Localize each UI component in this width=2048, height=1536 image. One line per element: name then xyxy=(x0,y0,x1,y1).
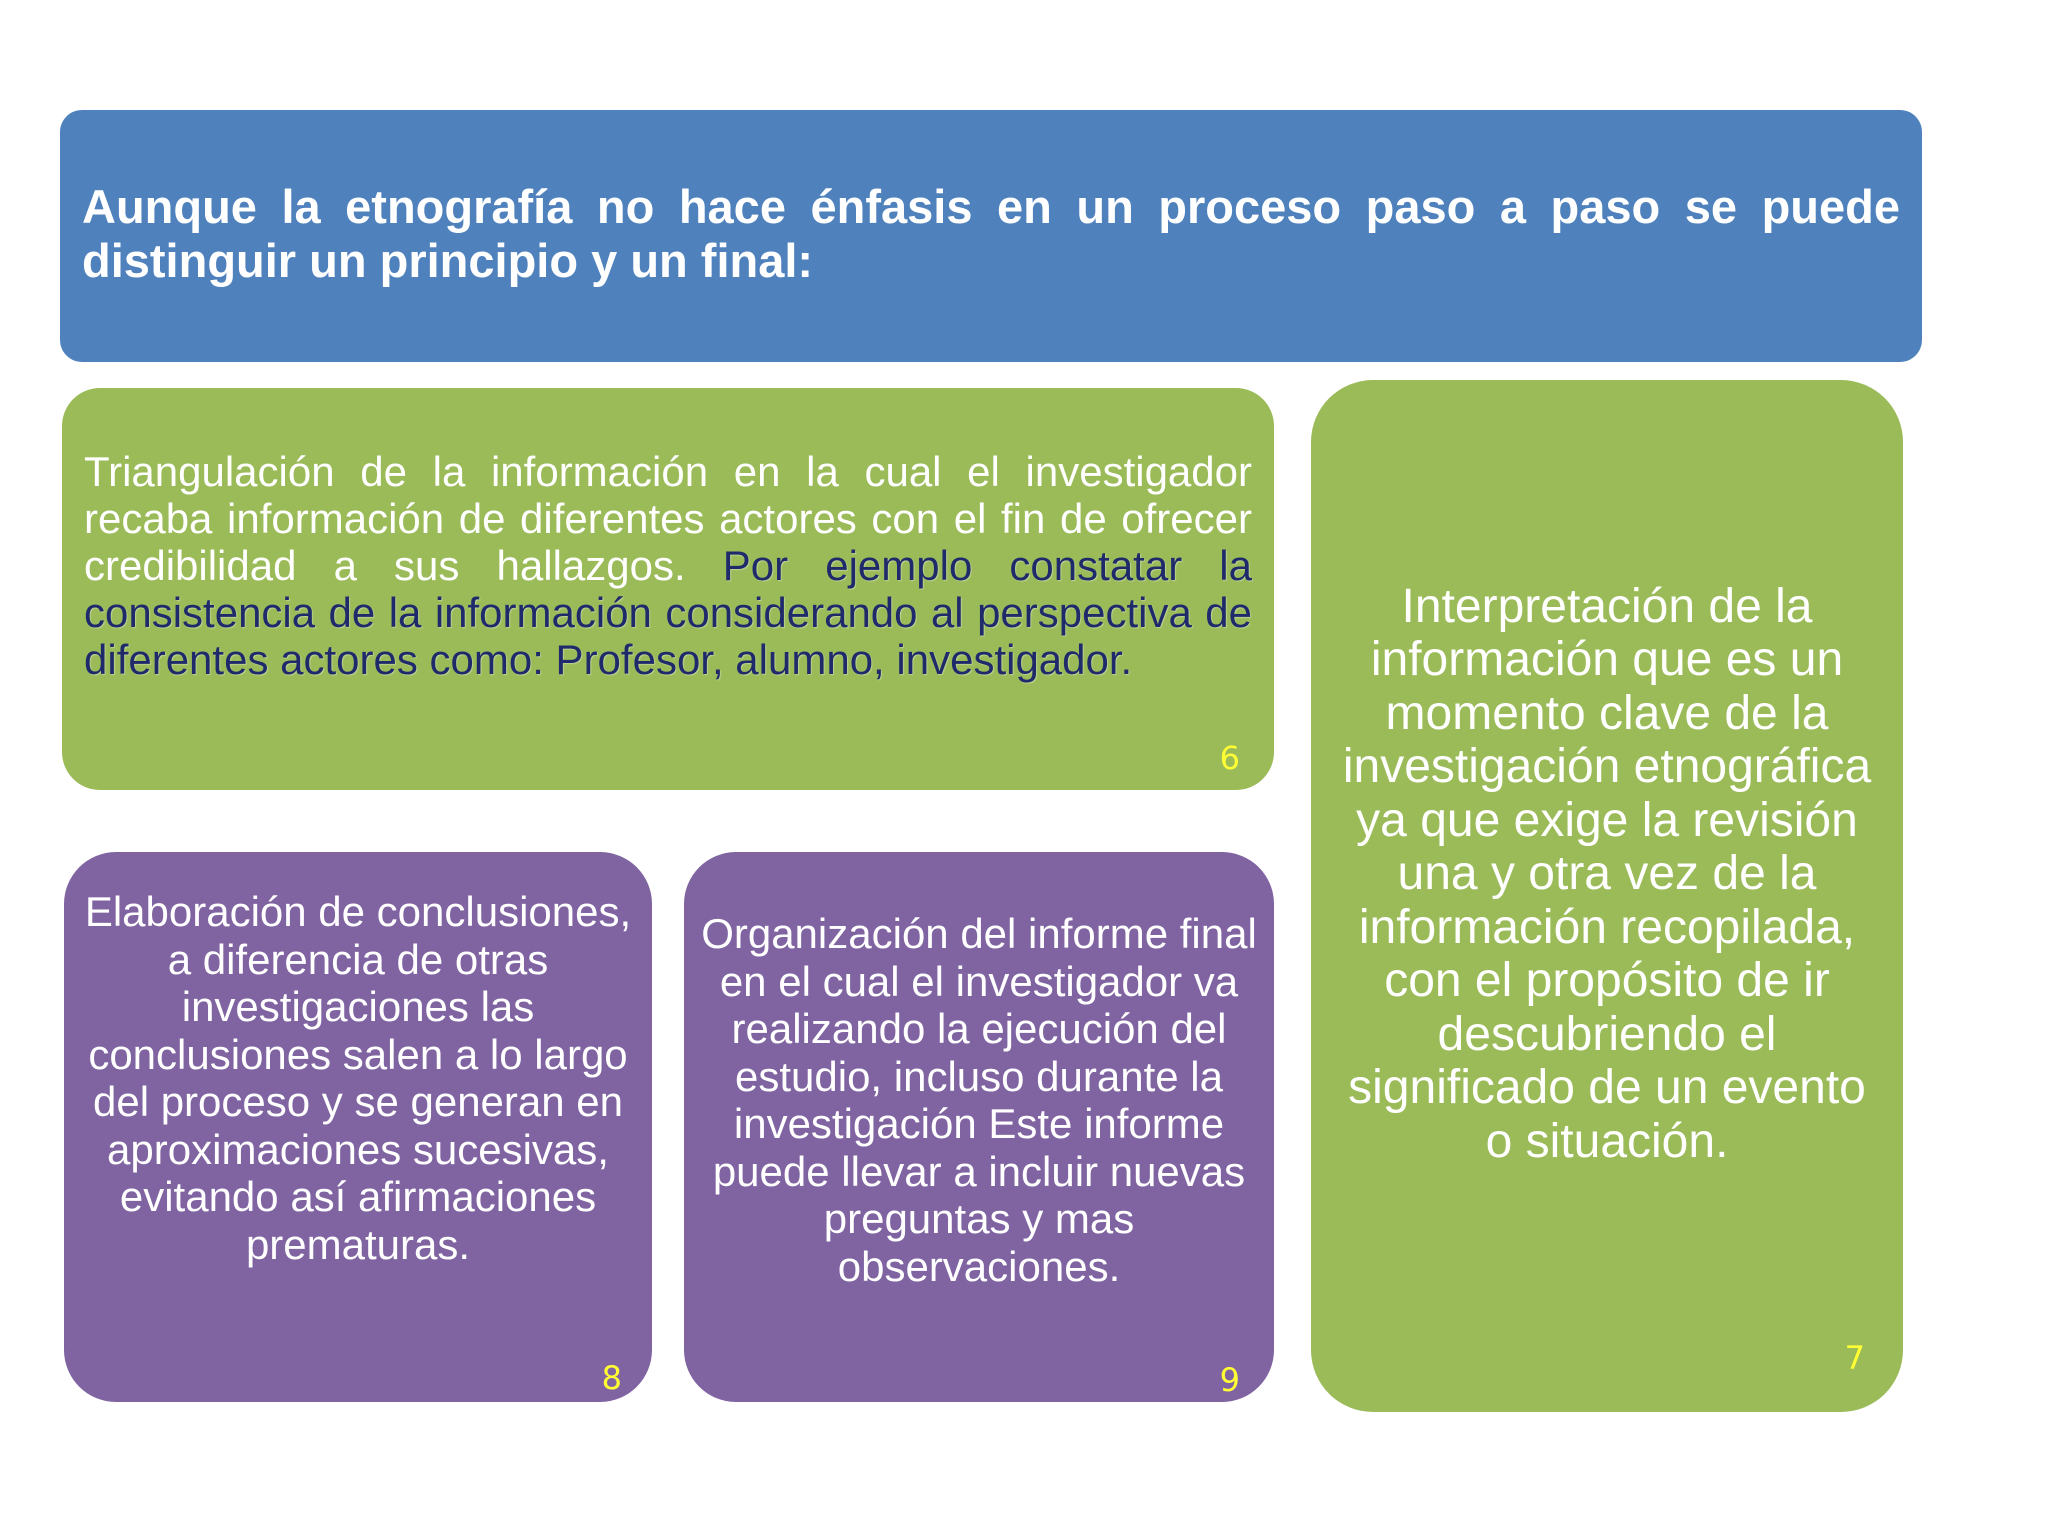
conclusions-box xyxy=(64,852,652,1402)
report-box xyxy=(684,852,1274,1402)
box-number: 9 xyxy=(1219,1361,1240,1399)
triangulation-example-text: Por ejemplo constatar la consistencia de la información considerando al perspectiva de diferentes actores como: Profesor, alumno, investigador. xyxy=(84,542,1252,683)
triangulation-box xyxy=(62,388,1274,790)
conclusions-text: Elaboración de conclusiones, a diferencia de otras investigaciones las conclusiones salen a lo largo del proceso y se generan en aproximaciones sucesivas, evitando así afirmaciones prematuras. xyxy=(84,888,632,1268)
report-text: Organización del informe final en el cual el investigador va realizando la ejecución del estudio, incluso durante la investigación Este informe puede llevar a incluir nuevas preguntas y mas observaciones. xyxy=(701,910,1257,1290)
header-box xyxy=(60,110,1922,362)
interpretation-text: Interpretación de la información que es un momento clave de la investigación etnográfica ya que exige la revisión una y otra vez de la información recopilada, con el propósito de ir descubriendo el significado de un evento o situación. xyxy=(1342,579,1872,1168)
interpretation-box xyxy=(1311,380,1903,1412)
box-number: 6 xyxy=(1219,739,1240,777)
triangulation-plain-text: Triangulación de la información en la cual el investigador recaba información de diferentes actores con el fin de ofrecer credibilidad a sus hallazgos. xyxy=(84,448,1252,589)
triangulation-text xyxy=(84,448,1252,683)
box-number: 7 xyxy=(1844,1339,1865,1377)
header-title: Aunque la etnografía no hace énfasis en un proceso paso a paso se puede distinguir un principio y un final: xyxy=(82,180,1900,287)
box-number: 8 xyxy=(601,1359,622,1397)
